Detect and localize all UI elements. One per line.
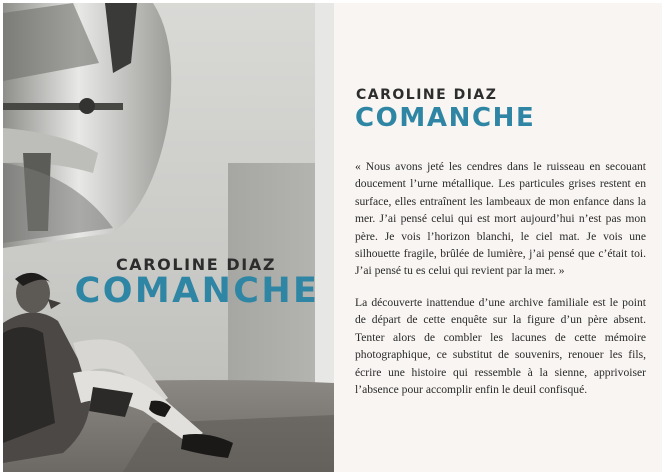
back-cover xyxy=(334,3,662,472)
back-quote: « Nous avons jeté les cendres dans le ruisseau en secouant doucement l’urne métallique. Les particules grises restent en surface, elles entraînent les lambeaux de mon enfance dans la mer. J’ai pensé celui qui est mort aujourd’hui n’est pas mon père. Je vois l’horizon blanchi, le ciel mat. Je vois une silhouette fragile, brûlée de lumière, j’ai pensé que c’était toi. J’ai pensé tu es celui qui revient par la mer. » xyxy=(355,160,646,278)
book-spread xyxy=(3,3,662,472)
back-title: COMANCHE xyxy=(355,103,536,133)
cover-title: COMANCHE xyxy=(74,271,320,311)
front-cover xyxy=(3,3,334,472)
cover-author: CAROLINE DIAZ xyxy=(115,255,277,274)
back-author: CAROLINE DIAZ xyxy=(356,87,498,103)
back-summary: La découverte inattendue d’une archive familiale est le point de départ de cette enquête sur la figure d’un père absent. Tenter alors de combler les lacunes de cette mémoire photographique, ce substitut de souvenirs, renouer les fils, écrire une histoire qui ressemble à la sienne, apprivoiser l’absence pour accomplir enfin le deuil confisqué. xyxy=(355,296,646,397)
cover-photo xyxy=(3,3,334,472)
